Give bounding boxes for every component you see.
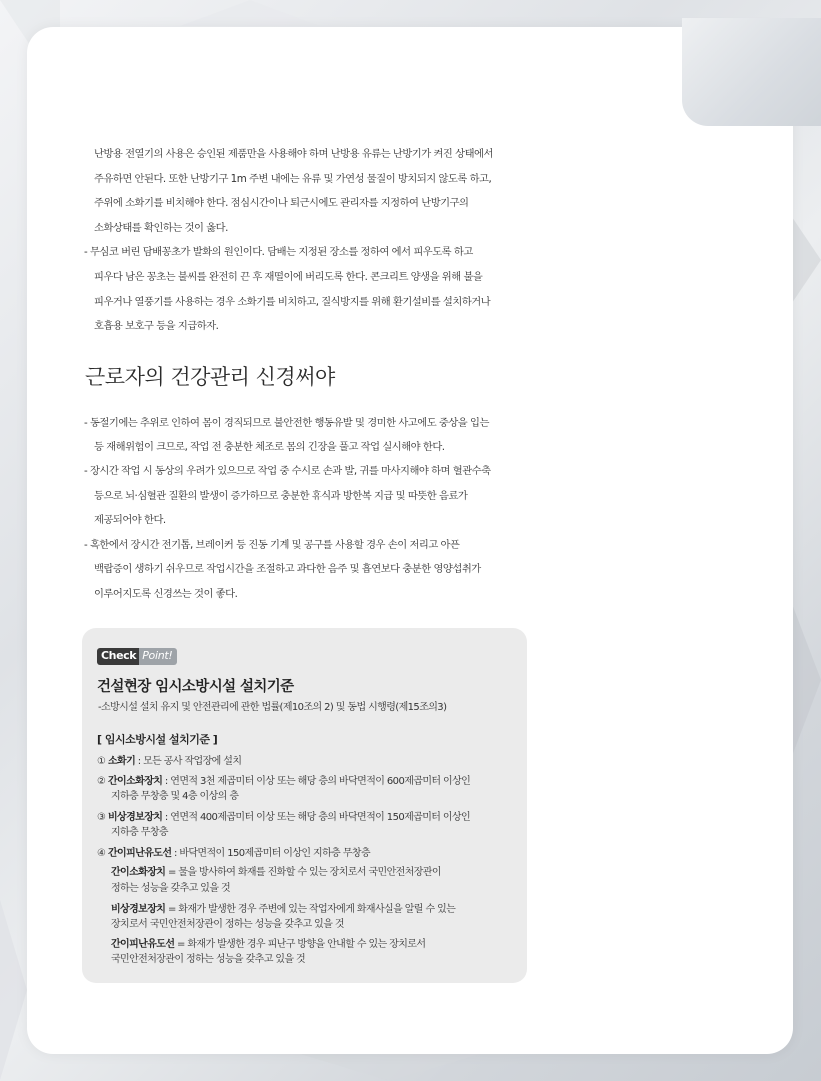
intro-line: 소화상태를 확인하는 것이 옳다. [94,222,228,234]
health-line: - 동절기에는 추위로 인하여 몸이 경직되므로 불안전한 행동유발 및 경미한 사고에도 중상을 입는 [84,417,489,429]
item-term: 간이소화장치 [107,776,163,787]
definition-item-continued: 국민안전처장관이 정하는 성능을 갖추고 있을 것 [111,954,306,965]
health-line: 제공되어야 한다. [94,514,166,526]
def-text: = 물을 방사하여 화재를 진화할 수 있는 장치로서 국민안전처장관이 [165,867,441,878]
item-number: ① [97,756,106,767]
health-line: 등으로 뇌·심혈관 질환의 발생이 증가하므로 충분한 휴식과 방한복 지급 및 따뜻한 음료가 [94,490,468,502]
intro-line: - 무심코 버린 담배꽁초가 발화의 원인이다. 담배는 지정된 장소를 정하여 에서 피우도록 하고 [84,246,473,258]
definition-item [111,863,441,878]
checkpoint-badge [97,648,177,665]
item-term: 간이피난유도선 [107,848,172,859]
intro-line: 피우거나 열풍기를 사용하는 경우 소화기를 비치하고, 질식방지를 위해 환기설비를 설치하거나 [94,296,491,308]
intro-line: 난방용 전열기의 사용은 승인된 제품만을 사용해야 하며 난방용 유류는 난방기가 켜진 상태에서 [94,148,493,160]
health-line: 이루어지도록 신경쓰는 것이 좋다. [94,588,238,600]
item-term: 비상경보장치 [107,812,163,823]
def-text: = 화재가 발생한 경우 주변에 있는 작업자에게 화재사실을 알릴 수 있는 [165,904,456,915]
item-text: : 바닥면적이 150제곱미터 이상인 지하층 무창층 [171,848,370,859]
criteria-item [97,752,241,767]
item-number: ③ [97,812,106,823]
health-line: - 장시간 작업 시 동상의 우려가 있으므로 작업 중 수시로 손과 발, 귀를 마사지해야 하며 혈관수축 [84,465,491,477]
criteria-item [97,808,470,823]
intro-line: 주유하면 안된다. 또한 난방기구 1m 주변 내에는 유류 및 가연성 물질이 방치되지 않도록 하고, [94,173,492,185]
background-triangle [180,0,320,26]
checkpoint-section-label: [ 임시소방시설 설치기준 ] [97,733,218,746]
def-term: 간이소화장치 [111,867,166,878]
criteria-item [97,844,370,859]
badge-point-label: Point! [139,648,176,665]
badge-check-label: Check [97,648,139,665]
definition-item [111,935,425,950]
item-number: ④ [97,848,106,859]
health-line: 백랍증이 생하기 쉬우므로 작업시간을 조절하고 과다한 음주 및 흡연보다 충분한 영양섭취가 [94,563,481,575]
def-term: 비상경보장치 [111,904,166,915]
checkpoint-title: 건설현장 임시소방시설 설치기준 [97,679,294,695]
background-triangle [0,900,27,1080]
intro-line: 주위에 소화기를 비치해야 한다. 점심시간이나 퇴근시에도 관리자를 지정하여 난방기구의 [94,197,469,209]
item-text: : 연면적 3천 제곱미터 이상 또는 해당 층의 바닥면적이 600제곱미터 이상인 [162,776,471,787]
page-corner-cutout [682,18,821,126]
def-term: 간이피난유도선 [111,939,175,950]
criteria-item-continued: 지하층 무창층 [111,827,168,838]
def-text: = 화재가 발생한 경우 피난구 방향을 안내할 수 있는 장치로서 [174,939,426,950]
definition-item-continued: 장치로서 국민안전처장관이 정하는 성능을 갖추고 있을 것 [111,919,344,930]
item-text: : 연면적 400제곱미터 이상 또는 해당 층의 바닥면적이 150제곱미터 이상인 [162,812,471,823]
item-text: : 모든 공사 작업장에 설치 [135,756,242,767]
definition-item-continued: 정하는 성능을 갖추고 있을 것 [111,883,231,894]
background-triangle [300,1054,480,1081]
intro-line: 피우다 남은 꽁초는 불씨를 완전히 끈 후 재떨이에 버리도록 한다. 콘크리트 양생을 위해 불을 [94,271,483,283]
criteria-item-continued: 지하층 무창층 및 4층 이상의 층 [111,791,239,802]
criteria-item [97,772,470,787]
checkpoint-subtitle: -소방시설 설치 유지 및 안전관리에 관한 법률(제10조의 2) 및 동법 시행령(제15조의3) [98,702,447,713]
health-line: 등 재해위험이 크므로, 작업 전 충분한 체조로 몸의 긴장을 풀고 작업 실시해야 한다. [94,441,445,453]
section-heading: 근로자의 건강관리 신경써야 [85,365,335,389]
item-term: 소화기 [107,756,136,767]
item-number: ② [97,776,106,787]
definition-item [111,900,455,915]
intro-line: 호흡용 보호구 등을 지급하자. [94,320,219,332]
health-line: - 혹한에서 장시간 전기톱, 브레이커 등 진동 기계 및 공구를 사용할 경우 손이 저리고 아픈 [84,539,460,551]
